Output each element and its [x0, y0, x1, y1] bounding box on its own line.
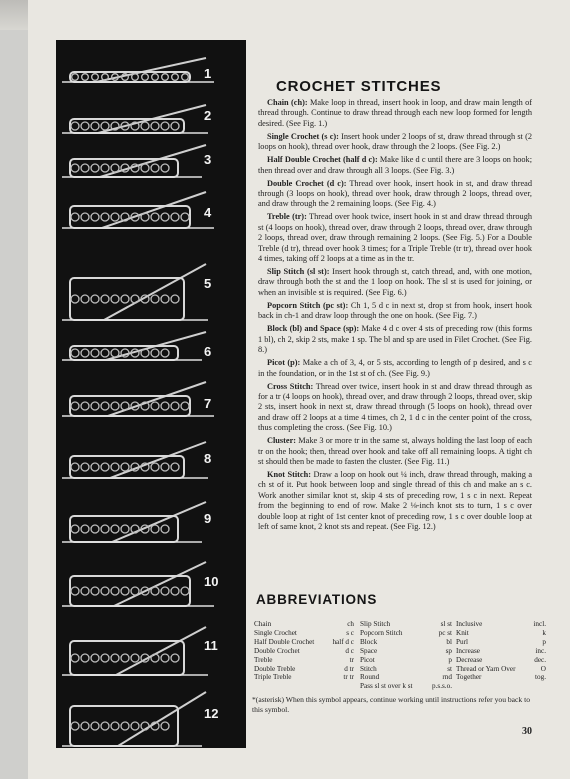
abbreviation-code: d c: [345, 646, 354, 655]
abbreviation-code: s c: [346, 628, 354, 637]
stitch-name: Block (bl) and Space (sp):: [267, 324, 360, 334]
crochet-hook: [108, 382, 206, 416]
abbreviation-code: dec.: [534, 655, 546, 664]
stitch-loop: [111, 587, 119, 595]
stitch-loop: [161, 463, 169, 471]
abbreviation-code: O: [540, 664, 546, 673]
crochet-hook: [114, 562, 206, 606]
stitch-name: Popcorn Stitch (pc st):: [267, 300, 349, 310]
figure-number: 10: [204, 574, 219, 589]
stitch-loop: [181, 402, 189, 410]
abbreviation-code: d tr: [344, 664, 354, 673]
stitch-swatch: [70, 159, 178, 177]
abbreviation-term: Single Crochet: [254, 628, 297, 637]
stitch-loop: [131, 587, 139, 595]
stitch-loop: [111, 654, 119, 662]
stitch-loop: [111, 463, 119, 471]
abbreviations-heading: ABBREVIATIONS: [256, 592, 378, 607]
abbreviation-term: Space: [360, 646, 378, 655]
abbreviation-term: Together: [456, 673, 482, 682]
figure-number: 5: [204, 276, 212, 291]
page-title: CROCHET STITCHES: [276, 78, 442, 95]
stitch-loop: [152, 74, 159, 81]
stitch-loop: [161, 654, 169, 662]
stitch-entry: [258, 358, 532, 379]
abbreviation-row: [254, 629, 354, 638]
abbreviation-term: Pass sl st over k st: [360, 682, 413, 691]
stitch-loop: [81, 213, 89, 221]
figure-number: 6: [204, 344, 212, 359]
stitch-loop: [91, 525, 99, 533]
stitch-loop: [171, 463, 179, 471]
stitch-loop: [71, 402, 79, 410]
stitch-loop: [151, 295, 159, 303]
stitch-entry: [258, 179, 532, 210]
stitch-loop: [111, 213, 119, 221]
figure-number: 12: [204, 706, 219, 721]
stitch-loop: [131, 722, 139, 730]
stitch-loop: [101, 295, 109, 303]
abbreviation-row: [254, 638, 354, 647]
stitch-name: Picot (p):: [267, 358, 301, 368]
abbreviation-term: Knit: [456, 628, 469, 637]
stitch-swatch: [70, 576, 190, 606]
stitch-loop: [171, 402, 179, 410]
crochet-hook: [112, 502, 206, 542]
stitch-loop: [71, 164, 79, 172]
stitch-loop: [151, 525, 159, 533]
figure-number: 11: [204, 638, 218, 653]
stitch-name: Cross Stitch:: [267, 381, 314, 391]
stitch-description: Insert hook under 2 loops of st, draw thread through st (2 loops on hook), thread over hook, draw through the 2 loops. (See Fig. 2.): [258, 131, 532, 152]
stitch-loop: [121, 402, 129, 410]
stitch-loop: [121, 587, 129, 595]
stitch-loop: [71, 463, 79, 471]
stitch-loop: [131, 295, 139, 303]
stitch-loop: [181, 587, 189, 595]
stitch-loop: [101, 122, 109, 130]
stitch-loop: [71, 122, 79, 130]
stitch-loop: [81, 463, 89, 471]
stitch-description: Make 3 or more tr in the same st, always holding the last loop of each tr on the hook; then, thread over hook and take off all remaining loops. A tight ch st should then be made to fasten the cluster. (See Fig. 11.): [258, 436, 532, 466]
stitch-loop: [111, 295, 119, 303]
abbreviation-term: Thread or Yarn Over: [456, 664, 516, 673]
stitch-description: Make like d c until there are 3 loops on hook; then thread over and draw through all 3 loops. (See Fig. 3.): [258, 155, 532, 175]
stitch-loop: [171, 587, 179, 595]
stitch-loop: [92, 74, 99, 81]
abbreviation-code: pc st: [438, 628, 452, 637]
abbreviation-code: p: [448, 655, 452, 664]
abbreviation-term: Popcorn Stitch: [360, 628, 403, 637]
abbreviation-term: Treble: [254, 655, 273, 664]
page-number: 30: [522, 726, 532, 737]
abbreviation-row: [456, 638, 546, 647]
abbreviation-row: [360, 647, 452, 656]
abbreviation-row: [360, 665, 452, 674]
stitch-loop: [111, 349, 119, 357]
stitch-description: Thread over hook twice, insert hook in st and draw thread through st (4 loops on hook), thread over, draw through 2 loops, thread over, draw through 2 loops, thread over, draw through remaining 2 loops. (See Fig. 5.) For a Double Treble (d tr), thread over hook 3 times; for a Triple Treble (tr tr), thread over hook 4 times, taking off 2 loops at a time as in the tr.: [258, 212, 533, 264]
figure-number: 4: [204, 205, 212, 220]
abbreviation-code: tog.: [535, 673, 546, 682]
figure-number: 9: [204, 511, 212, 526]
stitch-name: Treble (tr):: [267, 212, 307, 222]
stitch-swatch: [70, 706, 178, 746]
stitch-description: Ch 1, 5 d c in next st, drop st from hook, insert hook back in ch-1 and draw loop through the one on hook. (See Fig. 7.): [258, 300, 532, 321]
stitch-loop: [151, 349, 159, 357]
stitch-loop: [171, 654, 179, 662]
abbreviation-code: incl.: [533, 620, 546, 628]
abbreviation-row: [360, 682, 452, 691]
abbreviation-term: Picot: [360, 655, 375, 664]
stitch-entry: [258, 155, 532, 176]
stitch-loop: [172, 74, 179, 81]
stitch-swatch: [70, 278, 184, 320]
stitch-loop: [141, 122, 149, 130]
abbreviation-row: [456, 665, 546, 674]
abbreviation-term: Double Treble: [254, 664, 296, 673]
stitch-loop: [81, 349, 89, 357]
stitch-swatch: [70, 206, 190, 228]
stitch-loop: [91, 295, 99, 303]
stitch-loop: [151, 587, 159, 595]
stitch-loop: [101, 654, 109, 662]
stitch-loop: [81, 525, 89, 533]
stitch-name: Chain (ch):: [267, 98, 308, 107]
stitch-description: Thread over hook, insert hook in st, and draw thread through (3 loops on hook), thread over hook, draw through 2 loops, thread over, and draw through the 2 remaining loops. (See Fig. 4.): [258, 178, 532, 209]
crochet-hook: [110, 442, 206, 478]
stitch-loop: [91, 349, 99, 357]
stitch-loop: [91, 122, 99, 130]
stitch-loop: [161, 722, 169, 730]
stitch-entry: [258, 324, 532, 355]
stitch-loop: [171, 213, 179, 221]
stitch-loop: [101, 587, 109, 595]
stitch-loop: [81, 654, 89, 662]
stitch-loop: [71, 295, 79, 303]
abbreviation-term: Block: [360, 637, 378, 646]
stitch-loop: [132, 74, 139, 81]
stitch-loop: [71, 213, 79, 221]
stitch-loop: [101, 402, 109, 410]
stitch-loop: [101, 525, 109, 533]
stitch-loop: [81, 122, 89, 130]
abbreviation-code: ch: [347, 620, 354, 628]
figure-number: 1: [204, 66, 212, 81]
abbreviation-row: [360, 620, 452, 629]
abbreviation-row: [456, 620, 546, 629]
abbreviation-code: tr: [349, 655, 354, 664]
stitch-loop: [72, 74, 79, 81]
abbreviation-row: [456, 629, 546, 638]
abbreviation-row: [456, 673, 546, 682]
stitch-description: Thread over twice, insert hook in st and draw thread through as for a tr (4 loops on hook), thread over, and draw through 2 loops, thread over, skip 2 sts, insert hook in next st, draw thread through (5 loops on hook), thread over and draw off 2 loops at a time 4 times, ch 2, 1 d c in the center point of the cross, thus completing the cross. (See Fig. 10.): [258, 381, 532, 433]
abbreviation-code: bl: [446, 637, 452, 646]
stitch-loop: [81, 164, 89, 172]
stitch-swatch: [70, 346, 178, 360]
stitch-loop: [121, 722, 129, 730]
stitch-name: Half Double Crochet (half d c):: [267, 155, 378, 165]
stitch-loop: [151, 402, 159, 410]
stitch-loop: [81, 587, 89, 595]
stitch-loop: [161, 164, 169, 172]
abbreviation-term: Decrease: [456, 655, 483, 664]
abbreviation-code: sl st: [440, 620, 452, 628]
stitch-loop: [91, 587, 99, 595]
stitch-loop: [91, 164, 99, 172]
crochet-hook: [104, 264, 206, 320]
abbreviation-row: [360, 629, 452, 638]
figure-number: 7: [204, 396, 212, 411]
abbreviation-code: p.s.s.o.: [432, 682, 452, 691]
figure-number: 3: [204, 152, 212, 167]
stitch-entry: [258, 98, 532, 129]
stitch-loop: [71, 722, 79, 730]
abbreviation-row: [254, 665, 354, 674]
stitch-loop: [91, 463, 99, 471]
stitch-loop: [171, 295, 179, 303]
crochet-hook: [116, 627, 206, 675]
stitch-entry: [258, 212, 532, 264]
stitch-entry: [258, 436, 532, 467]
stitch-loop: [82, 74, 89, 81]
stitch-loop: [101, 164, 109, 172]
stitch-entry: [258, 470, 532, 532]
stitch-loop: [111, 164, 119, 172]
stitch-loop: [111, 525, 119, 533]
abbreviation-row: [456, 647, 546, 656]
stitch-loop: [141, 213, 149, 221]
figure-number: 8: [204, 451, 212, 466]
stitch-loop: [151, 122, 159, 130]
abbreviation-row: [254, 673, 354, 682]
stitch-description: Make 4 d c over 4 sts of preceding row (this forms 1 bl), ch 2, skip 2 sts, make 1 sp. The bl and sp are used in Filet Crochet. (See Fig. 8.): [258, 324, 533, 355]
stitch-loop: [111, 722, 119, 730]
stitch-loop: [161, 349, 169, 357]
stitch-loop: [111, 402, 119, 410]
stitch-loop: [161, 122, 169, 130]
stitch-instructions: [258, 98, 532, 535]
stitch-loop: [71, 654, 79, 662]
stitch-loop: [161, 402, 169, 410]
stitch-loop: [121, 463, 129, 471]
stitch-entry: [258, 382, 532, 434]
abbreviation-term: Chain: [254, 620, 272, 628]
abbreviation-code: rnd: [442, 673, 452, 682]
stitch-swatch: [70, 456, 184, 478]
abbreviation-term: Inclusive: [456, 620, 483, 628]
abbreviation-row: [360, 673, 452, 682]
abbreviation-row: [254, 647, 354, 656]
abbreviation-code: p: [542, 637, 546, 646]
stitch-loop: [181, 213, 189, 221]
stitch-loop: [121, 295, 129, 303]
stitch-description: Insert hook through st, catch thread, and, with one motion, draw through both the st and the 1 loop on hook. The sl st is used for joining, or when an invisible st is required. (See Fig. 6.): [258, 267, 532, 297]
stitch-loop: [91, 402, 99, 410]
abbreviation-code: half d c: [332, 637, 354, 646]
stitch-loop: [151, 164, 159, 172]
stitch-loop: [91, 213, 99, 221]
stitch-loop: [131, 654, 139, 662]
stitch-swatch: [70, 396, 190, 416]
stitch-loop: [161, 295, 169, 303]
stitch-loop: [161, 587, 169, 595]
stitch-loop: [101, 349, 109, 357]
stitch-description: Draw a loop on hook out ¼ inch, draw thread through, making a ch st of it. Put hook between loop and single thread of this ch and make an s c. Work another similar knot st, skip 4 sts of preceding row, 1 s c in next. Repeat from the beginning to end of row. Make 2 ⅛-inch knot sts to turn, 1 s c over double loop at right of 1st center knot of preceding row, 1 s c over double loop at left of same knot, 2 knot sts and repeat. (See Fig. 12.): [258, 469, 533, 531]
stitch-loop: [141, 349, 149, 357]
abbreviation-row: [254, 656, 354, 665]
stitch-loop: [182, 74, 189, 81]
abbreviation-row: [360, 656, 452, 665]
abbreviation-term: Double Crochet: [254, 646, 300, 655]
abbreviation-row: [360, 638, 452, 647]
stitch-entry: [258, 267, 532, 298]
stitch-loop: [91, 654, 99, 662]
abbreviation-code: tr tr: [343, 673, 354, 682]
stitch-loop: [81, 722, 89, 730]
stitch-description: Make a ch of 3, 4, or 5 sts, according to length of p desired, and s c in the foundation, or in the 1st st of ch. (See Fig. 9.): [258, 358, 532, 378]
abbreviation-term: Half Double Crochet: [254, 637, 315, 646]
stitch-loop: [81, 295, 89, 303]
abbreviation-code: sp: [445, 646, 452, 655]
stitch-name: Knot Stitch:: [267, 469, 311, 479]
stitch-loop: [101, 463, 109, 471]
stitch-loop: [81, 402, 89, 410]
stitch-loop: [141, 164, 149, 172]
stitch-loop: [161, 525, 169, 533]
stitch-loop: [71, 587, 79, 595]
stitch-loop: [121, 525, 129, 533]
stitch-loop: [101, 213, 109, 221]
stitch-name: Cluster:: [267, 436, 297, 446]
stitch-entry: [258, 301, 532, 322]
abbreviation-code: inc.: [535, 646, 546, 655]
stitch-loop: [101, 722, 109, 730]
stitch-loop: [142, 74, 149, 81]
asterisk-note: *(asterisk) When this symbol appears, continue working until instructions refer you back to this symbol.: [252, 695, 531, 714]
stitch-loop: [121, 654, 129, 662]
stitch-entry: [258, 132, 532, 153]
abbreviation-row: [456, 656, 546, 665]
abbreviation-code: st: [447, 664, 452, 673]
abbreviation-term: Increase: [456, 646, 480, 655]
stitch-loop: [161, 213, 169, 221]
abbreviation-term: Round: [360, 673, 380, 682]
stitch-name: Slip Stitch (sl st):: [267, 267, 330, 277]
figure-number: 2: [204, 108, 212, 123]
abbreviations-column-3: [456, 620, 546, 682]
stitch-loop: [71, 349, 79, 357]
abbreviation-code: k: [542, 628, 546, 637]
crochet-hook: [118, 692, 206, 746]
stitch-description: Make loop in thread, insert hook in loop, and draw main length of thread through. Continue to draw thread through each new loop formed for length desired. (See Fig. 1.): [258, 98, 532, 128]
stitch-loop: [71, 525, 79, 533]
abbreviation-term: Triple Treble: [254, 673, 292, 682]
abbreviation-term: Purl: [456, 637, 468, 646]
abbreviations-column-1: [254, 620, 354, 682]
abbreviations-column-2: [360, 620, 452, 691]
stitch-name: Single Crochet (s c):: [267, 131, 339, 141]
stitch-loop: [151, 463, 159, 471]
stitch-name: Double Crochet (d c):: [267, 178, 347, 188]
abbreviation-row: [254, 620, 354, 629]
stitch-loop: [91, 722, 99, 730]
abbreviation-term: Stitch: [360, 664, 377, 673]
stitch-loop: [171, 122, 179, 130]
stitch-loop: [162, 74, 169, 81]
stitch-loop: [151, 213, 159, 221]
abbreviation-term: Slip Stitch: [360, 620, 391, 628]
